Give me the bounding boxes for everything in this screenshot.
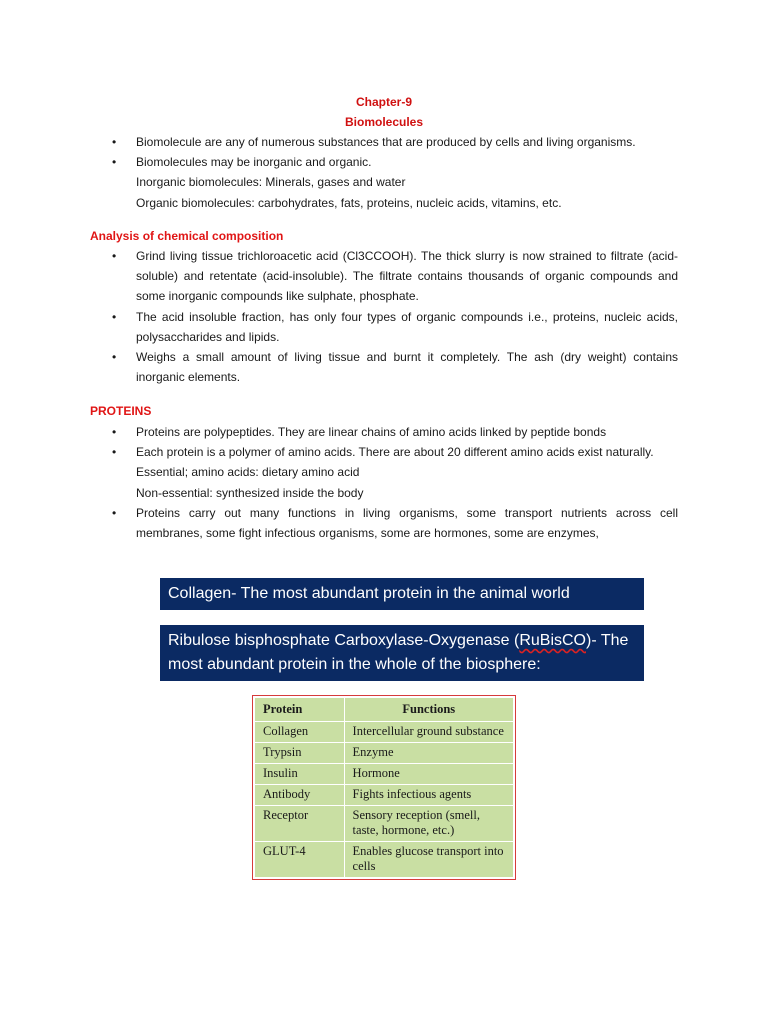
protein-cell: GLUT-4: [255, 842, 344, 878]
protein-cell: Trypsin: [255, 743, 344, 764]
table-header-row: [255, 698, 513, 722]
analysis-list: [90, 246, 678, 387]
rubisco-text-post: )- The most abundant protein in the whole of the biosphere:: [168, 632, 629, 673]
function-cell: Sensory reception (smell, taste, hormone, etc.): [344, 806, 513, 842]
list-subline: Organic biomolecules: carbohydrates, fats, proteins, nucleic acids, vitamins, etc.: [136, 195, 562, 210]
table-row: [255, 743, 513, 764]
table-row: [255, 806, 513, 842]
function-cell: Intercellular ground substance: [344, 722, 513, 743]
protein-cell: Collagen: [255, 722, 344, 743]
function-cell: Fights infectious agents: [344, 785, 513, 806]
column-header-protein: Protein: [255, 698, 344, 722]
page-title: Biomolecules: [344, 115, 424, 129]
protein-cell: Antibody: [255, 785, 344, 806]
intro-list: [90, 132, 678, 213]
rubisco-abbreviation: RuBisCO: [519, 632, 586, 649]
table-row: [255, 764, 513, 785]
protein-functions-table: [252, 695, 516, 880]
table-row: [255, 785, 513, 806]
rubisco-banner: [160, 625, 644, 681]
list-item: • The acid insoluble fraction, has only four types of organic compounds i.e., proteins, nucleic acids, polysaccharides and lipids.: [90, 307, 678, 347]
protein-cell: Insulin: [255, 764, 344, 785]
list-subline: Non-essential: synthesized inside the body: [136, 485, 364, 500]
rubisco-text-pre: Ribulose bisphosphate Carboxylase-Oxygenase (: [168, 632, 520, 649]
function-cell: Hormone: [344, 764, 513, 785]
column-header-functions: Functions: [344, 698, 513, 722]
function-cell: Enables glucose transport into cells: [352, 844, 504, 873]
list-subline: Inorganic biomolecules: Minerals, gases and water: [136, 175, 406, 190]
list-item: • Weighs a small amount of living tissue and burnt it completely. The ash (dry weight) contains inorganic elements.: [90, 347, 678, 387]
list-item: • Biomolecules may be inorganic and organic.: [90, 152, 678, 172]
chapter-label: Chapter-9: [355, 95, 412, 109]
list-item: • Biomolecule are any of numerous substances that are produced by cells and living organisms.: [90, 132, 678, 152]
list-item: • Proteins carry out many functions in living organisms, some transport nutrients across cell membranes, some fight infectious organisms, some are hormones, some are enzymes,: [90, 503, 678, 543]
section-heading-proteins: PROTEINS: [90, 404, 152, 418]
list-item: • Proteins are polypeptides. They are linear chains of amino acids linked by peptide bonds: [90, 422, 678, 442]
list-item: • Each protein is a polymer of amino acids. There are about 20 different amino acids exist naturally.: [90, 442, 678, 462]
list-item: • Grind living tissue trichloroacetic acid (Cl3CCOOH). The thick slurry is now strained to filtrate (acid-soluble) and retentate (acid-insoluble). The filtrate contains thousands of organic compounds and some inorganic compounds like sulphate, phosphate.: [90, 246, 678, 307]
table-row: [255, 722, 513, 743]
protein-cell: Receptor: [255, 806, 344, 842]
function-cell: Enzyme: [344, 743, 513, 764]
collagen-banner: Collagen- The most abundant protein in the animal world: [160, 578, 644, 610]
proteins-list: [90, 422, 678, 543]
table-row: [255, 842, 513, 878]
list-subline: Essential; amino acids: dietary amino acid: [136, 465, 360, 480]
section-heading-analysis: Analysis of chemical composition: [90, 229, 284, 243]
